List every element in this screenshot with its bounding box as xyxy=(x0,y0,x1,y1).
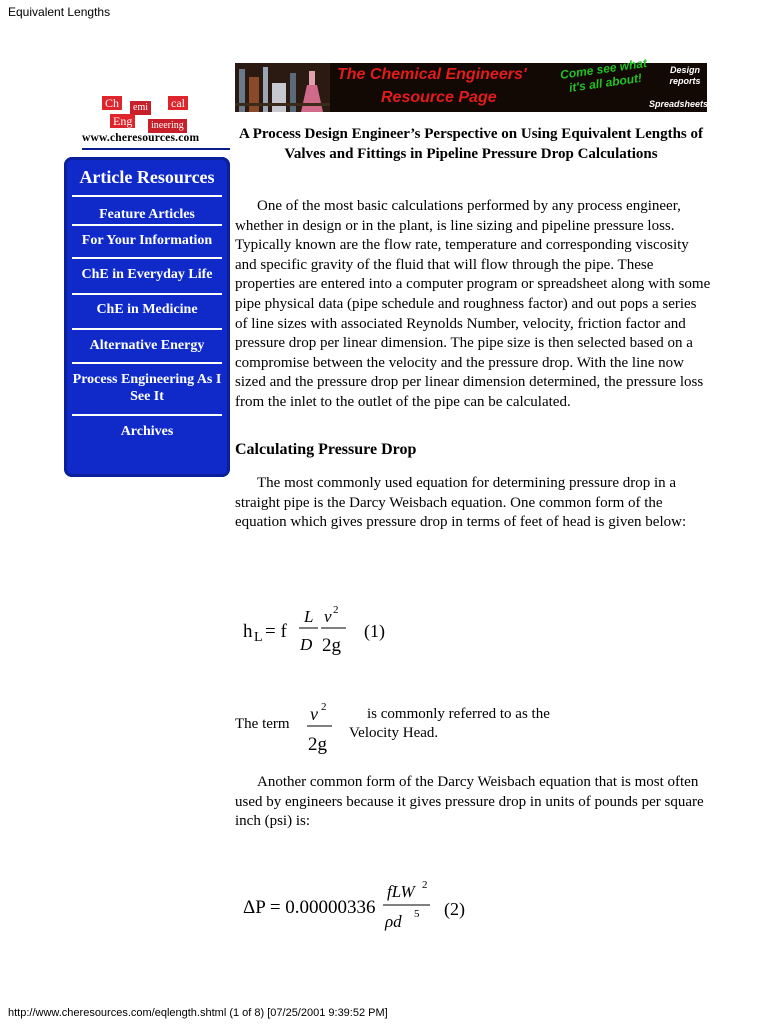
logo-url: www.cheresources.com xyxy=(82,132,200,144)
paragraph-psi: Another common form of the Darcy Weisbach equation that is most often used by engineers because it gives pressure drop in units of pounds per square inch (psi) is: xyxy=(235,774,704,830)
eq2-lhs: ΔP = 0.00000336 xyxy=(243,897,376,918)
eq1-label: (1) xyxy=(364,621,385,641)
banner-design: Design xyxy=(669,65,700,75)
sidebar-divider xyxy=(72,224,222,226)
term-suffix-line2: Velocity Head. xyxy=(349,725,439,741)
eq2-num: fLW xyxy=(387,882,415,901)
sidebar-divider xyxy=(72,328,222,330)
page-header: Equivalent Lengths xyxy=(8,5,111,19)
term-suffix xyxy=(353,705,653,725)
resource-page-banner[interactable] xyxy=(235,55,716,112)
paragraph-intro: One of the most basic calculations performed by any process engineer, whether in design or in the plant, is line sizing and pipeline pressure loss. Typically known are the flow rate, temperature and corresponding viscosity and specific gravity of the fluid that will flow through the pipe. These properties are entered into a computer program or spreadsheet along with some pipe physical data (pipe schedule and roughness factor) and out pops a series of line sizes with associated Reynolds Number, velocity, friction factor and pressure drop per linear dimension. The pipe size is then selected based on a compromise between the velocity and the pressure drop. With the line now sized and the pressure drop per linear dimension determined, the pressure loss from the inlet to the outlet of the pipe can be calculated. xyxy=(235,198,711,410)
equation-1 xyxy=(240,600,400,660)
sidebar-title: Article Resources xyxy=(79,167,215,187)
section-heading: Calculating Pressure Drop xyxy=(235,441,417,458)
eq1-exp2: 2 xyxy=(333,604,339,616)
term-suffix-line1: is commonly referred to as the xyxy=(367,706,550,722)
eq2-label: (2) xyxy=(444,899,465,919)
sidebar-item-che-medicine[interactable]: ChE in Medicine xyxy=(96,302,198,317)
banner-tagline: Come see what it's all about! xyxy=(559,55,648,95)
banner-design-reports xyxy=(663,65,707,87)
logo-word: emi xyxy=(130,101,151,115)
sidebar-divider xyxy=(72,195,222,197)
term-den: 2g xyxy=(308,734,327,755)
sidebar-divider xyxy=(72,414,222,416)
eq1-num2: v xyxy=(324,607,332,626)
banner-title-line2: Resource Page xyxy=(381,89,497,106)
site-logo[interactable] xyxy=(64,92,230,154)
sidebar-divider xyxy=(72,293,222,295)
eq2-denexp: 5 xyxy=(414,908,420,920)
eq2-numexp: 2 xyxy=(422,879,428,891)
eq1-den2: 2g xyxy=(322,635,341,656)
lab-equipment-image xyxy=(235,63,330,112)
eq1-subscript: L xyxy=(254,630,263,645)
logo-word: Eng xyxy=(110,114,135,128)
page-footer: http://www.cheresources.com/eqlength.shtml (1 of 8) [07/25/2001 9:39:52 PM] xyxy=(8,1007,388,1019)
logo-word: ineering xyxy=(148,119,187,133)
paragraph-darcy: The most commonly used equation for determining pressure drop in a straight pipe is the Darcy Weisbach equation. One common form of the equation which gives pressure drop in terms of feet of head is given below: xyxy=(235,475,687,531)
logo-word: cal xyxy=(168,96,188,110)
eq1-den1: D xyxy=(300,635,313,654)
sidebar-item-process-engineering[interactable]: Process Engineering As I See It xyxy=(72,372,222,404)
sidebar-item-che-everyday-life[interactable]: ChE in Everyday Life xyxy=(81,267,213,282)
sidebar-item-archives[interactable]: Archives xyxy=(120,424,174,439)
term-exp: 2 xyxy=(321,701,327,713)
banner-spreadsheets: Spreadsheets... xyxy=(649,99,716,109)
sidebar-item-feature-articles[interactable]: Feature Articles xyxy=(99,207,195,222)
eq2-den: ρd xyxy=(385,912,402,931)
sidebar-divider xyxy=(72,257,222,259)
article-resources-sidebar xyxy=(64,157,230,477)
banner-reports: reports xyxy=(669,76,701,86)
equation-2 xyxy=(240,872,480,934)
logo-underline xyxy=(82,148,230,150)
eq1-equals-f: = f xyxy=(265,621,287,642)
sidebar-divider xyxy=(72,362,222,364)
logo-word: Ch xyxy=(102,96,122,110)
term-num: v xyxy=(310,704,318,724)
term-prefix: The term xyxy=(235,716,290,732)
eq1-num1: L xyxy=(304,607,314,626)
sidebar-item-alternative-energy[interactable]: Alternative Energy xyxy=(89,338,205,353)
eq1-lhs: h xyxy=(243,621,253,642)
sidebar-item-for-your-information[interactable]: For Your Information xyxy=(81,233,213,248)
banner-title-line1: The Chemical Engineers' xyxy=(337,66,527,83)
velocity-head-fraction xyxy=(302,698,342,756)
article-title: A Process Design Engineer’s Perspective on Using Equivalent Lengths of Valves and Fittings in Pipeline Pressure Drop Calculations xyxy=(238,126,704,162)
